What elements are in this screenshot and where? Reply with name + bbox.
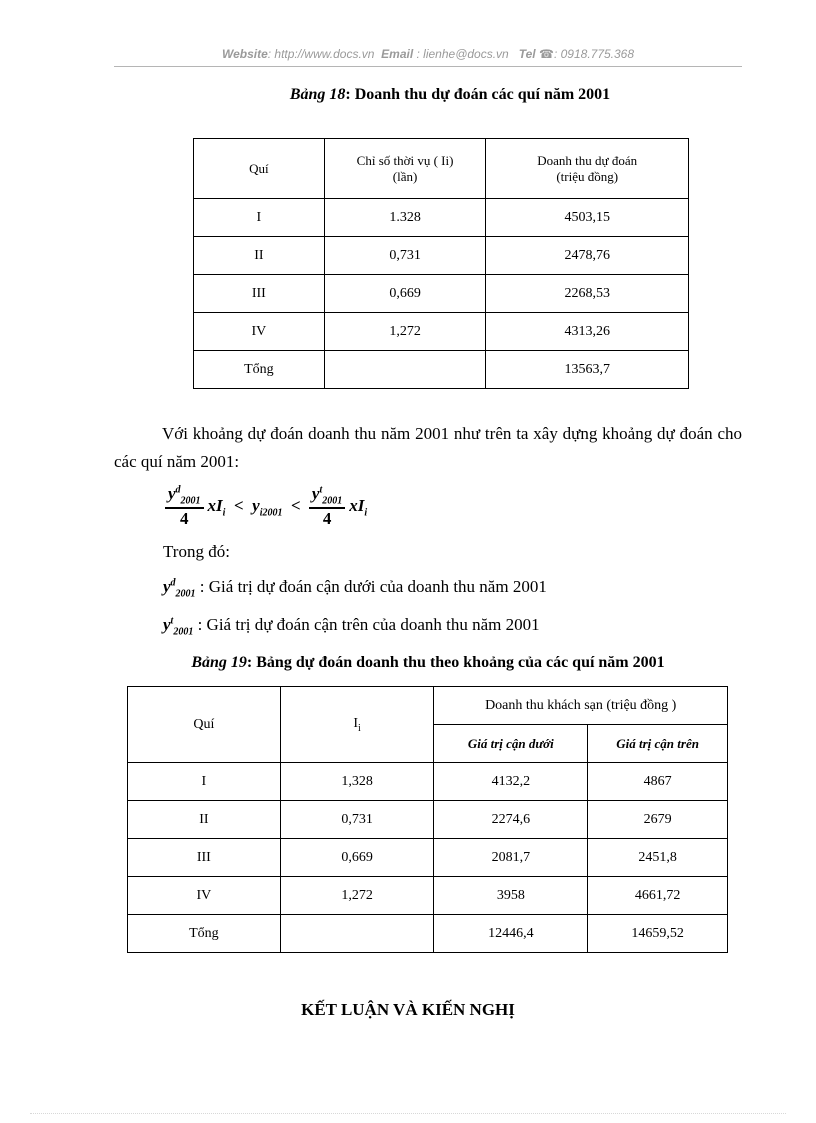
cell-revenue: 4503,15 <box>486 199 689 237</box>
cell-quarter: III <box>128 839 281 877</box>
table19-caption-text: : Bảng dự đoán doanh thu theo khoảng của các quí năm 2001 <box>246 654 665 671</box>
cell-index: 0,669 <box>280 839 434 877</box>
formula-middle: $xI_i < y_{i2001}$ < <box>207 495 301 518</box>
cell-quarter: I <box>128 763 281 801</box>
email-label: Email <box>381 47 414 61</box>
cell-upper: 2451,8 <box>588 839 728 877</box>
cell-lower: 12446,4 <box>434 915 588 953</box>
cell-quarter: II <box>128 801 281 839</box>
table18-header-quarter: Quí <box>194 139 325 199</box>
lower-fraction: $\frac{y^d_{2001}}{4}$ <box>165 484 204 529</box>
header-divider <box>114 66 742 67</box>
email-value: : lienhe@docs.vn <box>416 47 509 61</box>
table18-header-index: Chỉ số thời vụ ( Ii) (lần) <box>324 139 486 199</box>
cell-revenue: 4313,26 <box>486 313 689 351</box>
cell-quarter: I <box>194 199 325 237</box>
cell-index: 1,272 <box>324 313 486 351</box>
table19-header-upper: Giá trị cận trên <box>588 725 728 763</box>
cell-revenue: 2478,76 <box>486 237 689 275</box>
def-upper-bound: $y^t_{2001}$ : Giá trị dự đoán cận trên của doanh thu năm 2001 <box>163 615 540 638</box>
body-paragraph: Với khoảng dự đoán doanh thu năm 2001 như trên ta xây dựng khoảng dự đoán cho các quí năm 2001: <box>114 424 742 471</box>
footer-divider <box>30 1113 786 1114</box>
cell-quarter: III <box>194 275 325 313</box>
table-row-total <box>128 915 728 953</box>
table-row <box>128 839 728 877</box>
cell-upper: 4661,72 <box>588 877 728 915</box>
where-label: Trong đó: <box>163 542 230 561</box>
table19-header-quarter: Quí <box>128 687 281 763</box>
cell-index: 1.328 <box>324 199 486 237</box>
cell-index: 1,272 <box>280 877 434 915</box>
cell-upper: 4867 <box>588 763 728 801</box>
website-value: : http://www.docs.vn <box>267 47 375 61</box>
table-18 <box>193 138 689 389</box>
cell-index: 0,731 <box>280 801 434 839</box>
cell-quarter: IV <box>194 313 325 351</box>
cell-quarter: Tổng <box>128 915 281 953</box>
cell-index: 0,731 <box>324 237 486 275</box>
table19-header-row <box>128 687 728 725</box>
website-label: Website <box>221 47 268 61</box>
cell-quarter: Tổng <box>194 351 325 389</box>
def-lower-bound: $y^d_{2001}$ : Giá trị dự đoán cận dưới của doanh thu năm 2001 <box>163 577 547 600</box>
cell-upper: 2679 <box>588 801 728 839</box>
table-row <box>194 275 689 313</box>
table-row <box>128 763 728 801</box>
table-row <box>194 237 689 275</box>
table18-caption-label: Bảng 18 <box>289 86 346 103</box>
phone-icon: ☎ <box>539 47 554 61</box>
table19-caption <box>0 654 816 672</box>
table19-header-revenue-group: Doanh thu khách sạn (triệu đồng ) <box>434 687 728 725</box>
interval-formula: $\frac{y^d_{2001}}{4}$ $xI_i < y_{i2001}$ < $\frac{y^t_{2001}}{4}$ $xI_i$ <box>165 484 367 534</box>
table19-header-lower: Giá trị cận dưới <box>434 725 588 763</box>
cell-upper: 14659,52 <box>588 915 728 953</box>
table-row <box>194 313 689 351</box>
page-header <box>114 47 742 61</box>
table18-header-revenue: Doanh thu dự đoán (triệu đồng) <box>486 139 689 199</box>
cell-quarter: IV <box>128 877 281 915</box>
table19-caption-label: Bảng 19 <box>191 654 247 671</box>
cell-revenue: 13563,7 <box>486 351 689 389</box>
cell-index: 0,669 <box>324 275 486 313</box>
section-title: KẾT LUẬN VÀ KIẾN NGHỊ <box>301 1000 515 1019</box>
cell-revenue: 2268,53 <box>486 275 689 313</box>
upper-fraction: $\frac{y^t_{2001}}{4}$ <box>309 484 345 529</box>
table18-caption-text: : Doanh thu dự đoán các quí năm 2001 <box>345 86 611 103</box>
table-19 <box>127 686 728 953</box>
table-row <box>128 877 728 915</box>
table-row-total <box>194 351 689 389</box>
table-row <box>128 801 728 839</box>
cell-index <box>280 915 434 953</box>
cell-index: 1,328 <box>280 763 434 801</box>
cell-lower: 4132,2 <box>434 763 588 801</box>
cell-lower: 2081,7 <box>434 839 588 877</box>
table-row <box>194 199 689 237</box>
tel-value: : 0918.775.368 <box>553 47 635 61</box>
table18-header-row <box>194 139 689 199</box>
table19-header-index: $I_i$ <box>280 687 434 763</box>
tel-label: Tel <box>518 47 536 61</box>
cell-lower: 2274,6 <box>434 801 588 839</box>
table18-caption <box>0 86 816 104</box>
cell-index <box>324 351 486 389</box>
cell-quarter: II <box>194 237 325 275</box>
cell-lower: 3958 <box>434 877 588 915</box>
